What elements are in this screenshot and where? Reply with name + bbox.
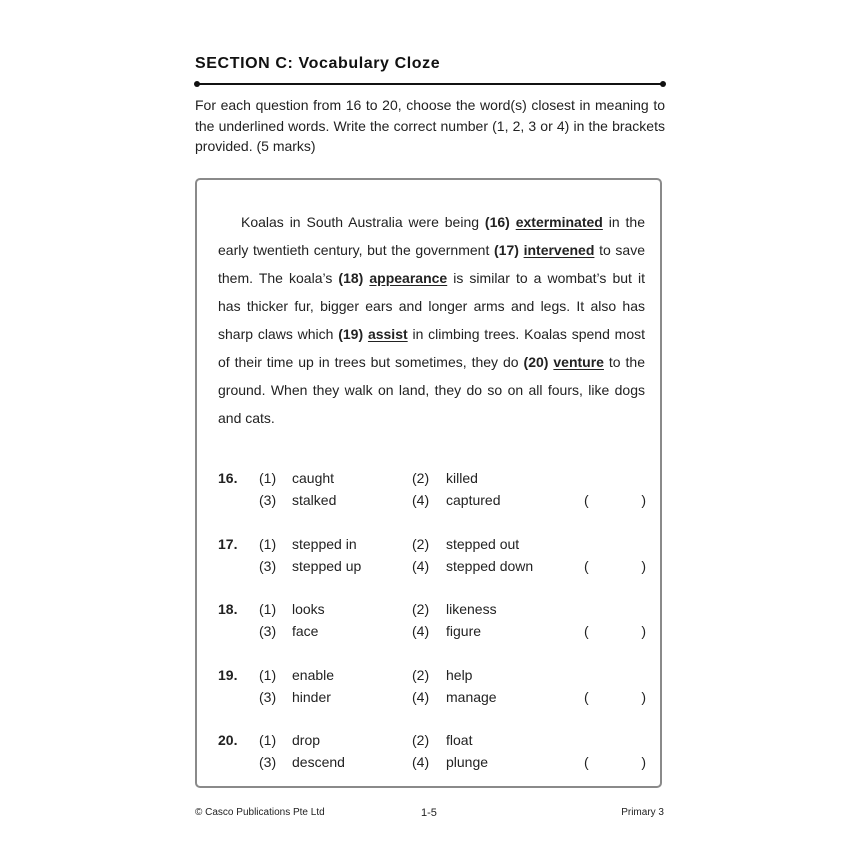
option-number: (3): [259, 754, 277, 770]
divider-end-dot: [660, 81, 666, 87]
bracket-open: (: [584, 623, 589, 639]
option-text: manage: [446, 689, 497, 705]
underlined-word: venture: [553, 354, 604, 370]
underlined-word: intervened: [523, 242, 595, 258]
option-text: stepped up: [292, 558, 362, 574]
option-number: (1): [259, 667, 277, 683]
option-number: (2): [412, 601, 430, 617]
bracket-open: (: [584, 689, 589, 705]
bracket-close: ): [641, 558, 646, 574]
question-marker: (16): [484, 214, 510, 230]
option-number: (4): [412, 754, 430, 770]
option-text: drop: [292, 732, 321, 748]
bracket-open: (: [584, 492, 589, 508]
option-text: help: [446, 667, 473, 683]
question-marker: (17): [494, 242, 519, 258]
option-text: stepped out: [446, 536, 520, 552]
option-text: stalked: [292, 492, 337, 508]
bracket-close: ): [641, 689, 646, 705]
question-marker: (20): [523, 354, 549, 370]
passage-text: Koalas in South Australia were being: [241, 214, 485, 230]
passage: [218, 208, 645, 432]
option-number: (3): [259, 492, 277, 508]
bracket-open: (: [584, 754, 589, 770]
option-number: (2): [412, 732, 430, 748]
option-number: (2): [412, 470, 430, 486]
bracket-open: (: [584, 558, 589, 574]
option-text: killed: [446, 470, 478, 486]
bracket-close: ): [641, 492, 646, 508]
bracket-close: ): [641, 623, 646, 639]
question-marker: (19): [338, 326, 364, 342]
question-17: [218, 536, 648, 580]
passage-text: in the early twentieth century, but the government: [218, 214, 645, 258]
option-text: captured: [446, 492, 501, 508]
option-number: (4): [412, 689, 430, 705]
option-number: (3): [259, 689, 277, 705]
question-number: 16.: [218, 470, 238, 486]
question-number: 20.: [218, 732, 238, 748]
option-number: (1): [259, 601, 277, 617]
option-text: descend: [292, 754, 345, 770]
passage-text: to the ground. When they walk on land, they do so on all fours, like dogs and cats.: [218, 354, 646, 426]
option-text: figure: [446, 623, 482, 639]
option-text: hinder: [292, 689, 331, 705]
passage-text: in climbing trees. Koalas spend most of their time up in trees but sometimes, they do: [218, 326, 646, 370]
option-text: float: [446, 732, 473, 748]
option-number: (4): [412, 558, 430, 574]
question-number: 19.: [218, 667, 238, 683]
option-number: (1): [259, 470, 277, 486]
passage-text: to save them. The koala’s: [218, 242, 645, 286]
option-text: likeness: [446, 601, 497, 617]
option-text: face: [292, 623, 319, 639]
option-number: (3): [259, 558, 277, 574]
option-text: plunge: [446, 754, 489, 770]
instructions: For each question from 16 to 20, choose the word(s) closest in meaning to the underlined words. Write the correct number (1, 2, 3 or 4) in the brackets provided. (5 marks): [195, 97, 665, 154]
question-16: [218, 470, 648, 514]
option-number: (4): [412, 492, 430, 508]
cloze-box: [195, 178, 662, 788]
question-18: [218, 601, 648, 645]
option-text: caught: [292, 470, 335, 486]
question-marker: (18): [338, 270, 364, 286]
option-text: stepped down: [446, 558, 534, 574]
option-number: (1): [259, 536, 277, 552]
passage-text: is similar to a wombat’s but it has thicker fur, bigger ears and longer arms and legs. It also has sharp claws which: [218, 270, 645, 342]
underlined-word: exterminated: [515, 214, 603, 230]
underlined-word: appearance: [369, 270, 448, 286]
divider-end-dot: [194, 81, 200, 87]
option-number: (2): [412, 667, 430, 683]
question-number: 18.: [218, 601, 238, 617]
question-20: [218, 732, 648, 776]
footer-publisher: © Casco Publications Pte Ltd: [195, 807, 325, 818]
footer-page-number: 1-5: [421, 807, 437, 819]
section-title: SECTION C: Vocabulary Cloze: [195, 55, 441, 72]
question-19: [218, 667, 648, 711]
bracket-close: ): [641, 754, 646, 770]
question-number: 17.: [218, 536, 238, 552]
option-number: (4): [412, 623, 430, 639]
option-text: enable: [292, 667, 335, 683]
title-divider: [198, 83, 662, 85]
option-number: (1): [259, 732, 277, 748]
underlined-word: assist: [367, 326, 408, 342]
footer-level: Primary 3: [621, 807, 664, 818]
option-number: (2): [412, 536, 430, 552]
option-text: stepped in: [292, 536, 357, 552]
option-number: (3): [259, 623, 277, 639]
option-text: looks: [292, 601, 325, 617]
